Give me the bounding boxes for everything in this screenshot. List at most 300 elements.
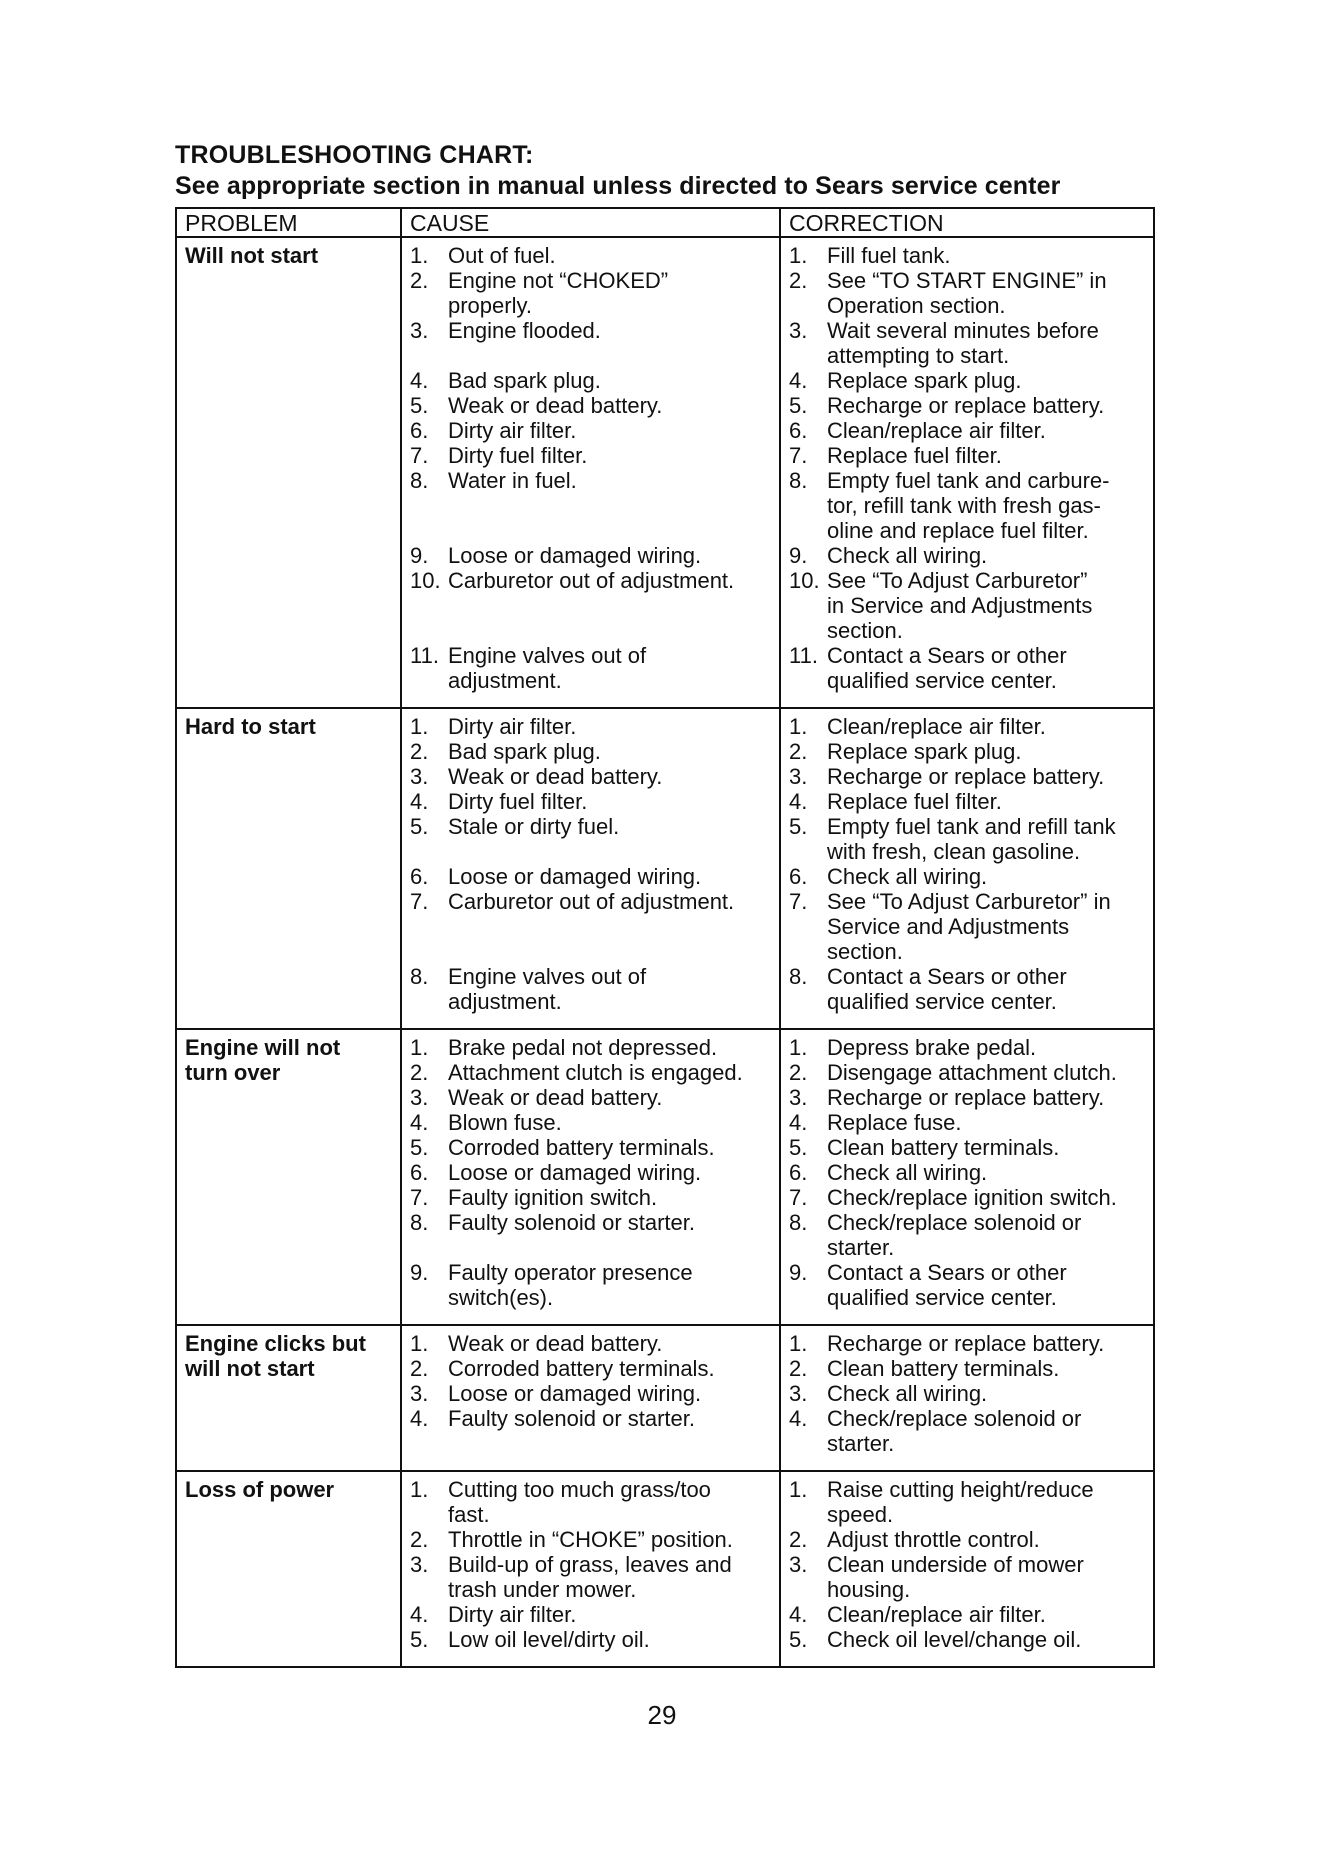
correction-item-number: 8. xyxy=(789,1210,808,1235)
cause-item-text xyxy=(448,543,771,568)
cause-item-text xyxy=(448,1477,771,1527)
correction-item xyxy=(789,1331,1145,1356)
cause-item-number: 8. xyxy=(410,964,429,989)
cause-item-number: 6. xyxy=(410,864,429,889)
cause-item xyxy=(410,1331,771,1356)
cause-item-text xyxy=(448,318,771,368)
cause-text-line: Faulty solenoid or starter. xyxy=(448,1406,696,1431)
cause-text-line: Blown fuse. xyxy=(448,1110,562,1135)
correction-text-line: Check all wiring. xyxy=(827,1381,988,1406)
problem-label: Engine clicks but will not start xyxy=(185,1331,366,1381)
cause-item-number: 9. xyxy=(410,543,429,568)
cause-item-text xyxy=(448,1602,771,1627)
correction-text-line: starter. xyxy=(827,1431,895,1456)
cause-item-number: 3. xyxy=(410,1552,429,1577)
correction-item-number: 1. xyxy=(789,714,808,739)
cause-cell xyxy=(402,1472,781,1666)
cause-item-text xyxy=(448,393,771,418)
correction-item xyxy=(789,889,1145,964)
cause-text-line: Weak or dead battery. xyxy=(448,764,663,789)
cause-text-line: Carburetor out of adjustment. xyxy=(448,568,735,593)
cause-item xyxy=(410,1602,771,1627)
correction-item-number: 3. xyxy=(789,1552,808,1577)
correction-item-number: 5. xyxy=(789,1135,808,1160)
cause-text-line: Carburetor out of adjustment. xyxy=(448,889,735,914)
cause-text-line: Dirty fuel filter. xyxy=(448,789,588,814)
correction-item-number: 4. xyxy=(789,1406,808,1431)
cause-item-text xyxy=(448,1060,771,1085)
cause-item-number: 1. xyxy=(410,1477,429,1502)
correction-item-number: 4. xyxy=(789,368,808,393)
correction-item-number: 3. xyxy=(789,1381,808,1406)
correction-item-text xyxy=(827,864,1145,889)
cause-item-number: 5. xyxy=(410,1627,429,1652)
cause-item-text xyxy=(448,889,771,964)
cause-item xyxy=(410,268,771,318)
problem-cell xyxy=(177,1326,402,1470)
correction-item xyxy=(789,814,1145,864)
correction-item xyxy=(789,1135,1145,1160)
correction-item-number: 11. xyxy=(789,643,818,668)
cause-item xyxy=(410,468,771,543)
cause-text-line: Loose or damaged wiring. xyxy=(448,864,702,889)
cause-item xyxy=(410,1185,771,1210)
cause-item-number: 11. xyxy=(410,643,439,668)
problem-label: Will not start xyxy=(185,243,319,268)
correction-item-number: 3. xyxy=(789,764,808,789)
correction-item xyxy=(789,318,1145,368)
correction-item-text xyxy=(827,1035,1145,1060)
correction-item xyxy=(789,1185,1145,1210)
cause-item-text xyxy=(448,1135,771,1160)
cause-text-line: Corroded battery terminals. xyxy=(448,1356,715,1381)
correction-item-number: 7. xyxy=(789,443,808,468)
cause-item-text xyxy=(448,1406,771,1456)
correction-item-text xyxy=(827,368,1145,393)
cause-cell xyxy=(402,709,781,1028)
cause-cell xyxy=(402,238,781,707)
correction-item-number: 8. xyxy=(789,468,808,493)
cause-item-text xyxy=(448,864,771,889)
cause-item-number: 3. xyxy=(410,318,429,343)
cause-text-line: Engine flooded. xyxy=(448,318,601,343)
cause-item-text xyxy=(448,1331,771,1356)
cause-text-line: Weak or dead battery. xyxy=(448,393,663,418)
cause-item-text xyxy=(448,468,771,543)
cause-item xyxy=(410,1110,771,1135)
correction-item-text xyxy=(827,1406,1145,1456)
cause-text-line: Stale or dirty fuel. xyxy=(448,814,620,839)
correction-item xyxy=(789,443,1145,468)
correction-text-line: Recharge or replace battery. xyxy=(827,764,1105,789)
correction-text-line: Recharge or replace battery. xyxy=(827,1085,1105,1110)
cause-item xyxy=(410,318,771,368)
correction-text-line: qualified service center. xyxy=(827,989,1057,1014)
cause-item-number: 5. xyxy=(410,814,429,839)
correction-item-text xyxy=(827,643,1145,693)
correction-item-number: 7. xyxy=(789,889,808,914)
cause-text-line: adjustment. xyxy=(448,989,562,1014)
correction-item-text xyxy=(827,1060,1145,1085)
table-body xyxy=(177,236,1153,1666)
correction-text-line: Replace fuel filter. xyxy=(827,789,1002,814)
cause-item-number: 8. xyxy=(410,468,429,493)
correction-text-line: oline and replace fuel filter. xyxy=(827,518,1089,543)
correction-item-text xyxy=(827,1210,1145,1260)
correction-text-line: Depress brake pedal. xyxy=(827,1035,1037,1060)
cause-item xyxy=(410,1210,771,1260)
cause-item-text xyxy=(448,1160,771,1185)
chart-title: TROUBLESHOOTING CHART: xyxy=(175,141,534,169)
correction-item-number: 2. xyxy=(789,1527,808,1552)
cause-item-text xyxy=(448,814,771,864)
cause-item xyxy=(410,814,771,864)
problem-cell xyxy=(177,1472,402,1666)
cause-text-line: Dirty air filter. xyxy=(448,1602,577,1627)
correction-text-line: See “To Adjust Carburetor” in xyxy=(827,889,1111,914)
correction-item-number: 8. xyxy=(789,964,808,989)
correction-text-line: Clean/replace air filter. xyxy=(827,1602,1046,1627)
cause-text-line xyxy=(448,593,771,618)
correction-item xyxy=(789,643,1145,693)
correction-item-number: 5. xyxy=(789,814,808,839)
correction-item xyxy=(789,1035,1145,1060)
cause-item-number: 6. xyxy=(410,1160,429,1185)
correction-text-line: Check/replace solenoid or xyxy=(827,1210,1082,1235)
cause-item xyxy=(410,368,771,393)
correction-item-number: 9. xyxy=(789,543,808,568)
correction-item-text xyxy=(827,468,1145,543)
cause-text-line: Corroded battery terminals. xyxy=(448,1135,715,1160)
correction-text-line: Operation section. xyxy=(827,293,1006,318)
correction-item xyxy=(789,1110,1145,1135)
correction-text-line: with fresh, clean gasoline. xyxy=(827,839,1081,864)
correction-item xyxy=(789,1602,1145,1627)
table-row xyxy=(177,236,1153,707)
correction-text-line: section. xyxy=(827,939,903,964)
cause-text-line xyxy=(448,1431,771,1456)
cause-text-line: Faulty ignition switch. xyxy=(448,1185,658,1210)
cause-item-text xyxy=(448,789,771,814)
cause-item-text xyxy=(448,964,771,1014)
correction-item-text xyxy=(827,1381,1145,1406)
cause-item-number: 3. xyxy=(410,1085,429,1110)
cause-item xyxy=(410,1477,771,1527)
cause-item xyxy=(410,964,771,1014)
correction-text-line: starter. xyxy=(827,1235,895,1260)
correction-text-line: Contact a Sears or other xyxy=(827,643,1067,668)
correction-item-number: 1. xyxy=(789,1035,808,1060)
correction-item-text xyxy=(827,1085,1145,1110)
correction-text-line: Wait several minutes before xyxy=(827,318,1099,343)
correction-text-line: Contact a Sears or other xyxy=(827,1260,1067,1285)
cause-item xyxy=(410,889,771,964)
correction-text-line: Replace spark plug. xyxy=(827,368,1022,393)
cause-text-line: Engine valves out of xyxy=(448,643,647,668)
correction-text-line: tor, refill tank with fresh gas- xyxy=(827,493,1101,518)
problem-label: Hard to start xyxy=(185,714,316,739)
problem-label: Loss of power xyxy=(185,1477,335,1502)
cause-item-number: 4. xyxy=(410,789,429,814)
cause-item-number: 5. xyxy=(410,393,429,418)
cause-item xyxy=(410,1381,771,1406)
correction-text-line: speed. xyxy=(827,1502,894,1527)
cause-text-line: Weak or dead battery. xyxy=(448,1331,663,1356)
correction-cell xyxy=(781,238,1153,707)
correction-item xyxy=(789,368,1145,393)
correction-text-line: qualified service center. xyxy=(827,1285,1057,1310)
correction-item xyxy=(789,1085,1145,1110)
cause-text-line: Engine not “CHOKED” xyxy=(448,268,669,293)
cause-text-line xyxy=(448,839,771,864)
cause-item-text xyxy=(448,1110,771,1135)
correction-item xyxy=(789,468,1145,543)
chart-subtitle: See appropriate section in manual unless directed to Sears service center xyxy=(175,172,1061,200)
chart-header xyxy=(175,140,1155,202)
correction-text-line: Fill fuel tank. xyxy=(827,243,951,268)
correction-text-line: Empty fuel tank and refill tank xyxy=(827,814,1116,839)
correction-item xyxy=(789,714,1145,739)
correction-item-text xyxy=(827,243,1145,268)
correction-item xyxy=(789,1477,1145,1527)
cause-item-number: 2. xyxy=(410,268,429,293)
cause-item xyxy=(410,1160,771,1185)
cause-text-line xyxy=(448,1235,771,1260)
correction-item-number: 3. xyxy=(789,318,808,343)
table-row xyxy=(177,707,1153,1028)
correction-item-number: 4. xyxy=(789,1602,808,1627)
correction-item-text xyxy=(827,739,1145,764)
cause-item-number: 5. xyxy=(410,1135,429,1160)
correction-item-text xyxy=(827,1260,1145,1310)
correction-item-text xyxy=(827,1160,1145,1185)
cause-item-number: 9. xyxy=(410,1260,429,1285)
correction-text-line: section. xyxy=(827,618,903,643)
cause-text-line: Brake pedal not depressed. xyxy=(448,1035,718,1060)
cause-text-line: Weak or dead battery. xyxy=(448,1085,663,1110)
cause-item xyxy=(410,739,771,764)
correction-item-text xyxy=(827,964,1145,1014)
cause-item xyxy=(410,1135,771,1160)
cause-text-line: trash under mower. xyxy=(448,1577,637,1602)
cause-item xyxy=(410,714,771,739)
correction-item-text xyxy=(827,268,1145,318)
correction-item xyxy=(789,418,1145,443)
correction-text-line: Service and Adjustments xyxy=(827,914,1070,939)
cause-item-number: 1. xyxy=(410,1331,429,1356)
correction-item-number: 1. xyxy=(789,1331,808,1356)
cause-item-text xyxy=(448,1356,771,1381)
correction-item-number: 4. xyxy=(789,1110,808,1135)
correction-text-line: Clean/replace air filter. xyxy=(827,714,1046,739)
cause-item-text xyxy=(448,714,771,739)
correction-item-number: 2. xyxy=(789,268,808,293)
cause-item-text xyxy=(448,1260,771,1310)
cause-item-number: 1. xyxy=(410,714,429,739)
table-row xyxy=(177,1470,1153,1666)
correction-text-line: Clean/replace air filter. xyxy=(827,418,1046,443)
correction-item xyxy=(789,1160,1145,1185)
cause-item-number: 7. xyxy=(410,889,429,914)
correction-text-line: Disengage attachment clutch. xyxy=(827,1060,1117,1085)
cause-item-text xyxy=(448,1552,771,1602)
correction-item-text xyxy=(827,1627,1145,1652)
correction-item-number: 4. xyxy=(789,789,808,814)
problem-cell xyxy=(177,238,402,707)
cause-item-number: 4. xyxy=(410,1602,429,1627)
correction-cell xyxy=(781,1326,1153,1470)
cause-text-line: Dirty air filter. xyxy=(448,714,577,739)
cause-item xyxy=(410,1260,771,1310)
correction-item-number: 6. xyxy=(789,1160,808,1185)
correction-text-line: Adjust throttle control. xyxy=(827,1527,1040,1552)
correction-text-line: Replace spark plug. xyxy=(827,739,1022,764)
correction-item-number: 6. xyxy=(789,864,808,889)
cause-item-number: 4. xyxy=(410,1406,429,1431)
cause-text-line: switch(es). xyxy=(448,1285,554,1310)
cause-item xyxy=(410,1085,771,1110)
cause-text-line xyxy=(448,493,771,518)
correction-item-number: 9. xyxy=(789,1260,808,1285)
table-row xyxy=(177,1324,1153,1470)
correction-text-line: Contact a Sears or other xyxy=(827,964,1067,989)
correction-item-text xyxy=(827,1477,1145,1527)
correction-item-text xyxy=(827,1527,1145,1552)
correction-text-line: housing. xyxy=(827,1577,911,1602)
cause-item xyxy=(410,764,771,789)
cause-item xyxy=(410,1627,771,1652)
correction-item xyxy=(789,739,1145,764)
cause-item xyxy=(410,789,771,814)
cause-item-text xyxy=(448,268,771,318)
correction-item xyxy=(789,1381,1145,1406)
cause-item-text xyxy=(448,443,771,468)
cause-text-line: Dirty air filter. xyxy=(448,418,577,443)
correction-item-number: 7. xyxy=(789,1185,808,1210)
cause-item-number: 2. xyxy=(410,1356,429,1381)
correction-item-text xyxy=(827,1602,1145,1627)
correction-text-line: Check oil level/change oil. xyxy=(827,1627,1082,1652)
correction-text-line: in Service and Adjustments xyxy=(827,593,1093,618)
cause-item-number: 7. xyxy=(410,1185,429,1210)
cause-item xyxy=(410,393,771,418)
cause-text-line: Engine valves out of xyxy=(448,964,647,989)
correction-item-text xyxy=(827,543,1145,568)
cause-item-text xyxy=(448,1210,771,1260)
correction-item-number: 5. xyxy=(789,393,808,418)
correction-item-text xyxy=(827,764,1145,789)
cause-item-text xyxy=(448,1085,771,1110)
correction-item-text xyxy=(827,714,1145,739)
cause-item xyxy=(410,1356,771,1381)
correction-item xyxy=(789,764,1145,789)
correction-text-line: Clean underside of mower xyxy=(827,1552,1084,1577)
cause-text-line: Cutting too much grass/too xyxy=(448,1477,711,1502)
cause-text-line: adjustment. xyxy=(448,668,562,693)
cause-item-text xyxy=(448,418,771,443)
cause-text-line: Faulty operator presence xyxy=(448,1260,693,1285)
correction-item-number: 1. xyxy=(789,1477,808,1502)
cause-item-text xyxy=(448,643,771,693)
cause-item xyxy=(410,1406,771,1456)
cause-text-line: Water in fuel. xyxy=(448,468,577,493)
correction-item xyxy=(789,543,1145,568)
cause-item-number: 2. xyxy=(410,1060,429,1085)
correction-item-text xyxy=(827,568,1145,643)
cause-text-line xyxy=(448,939,771,964)
correction-text-line: Replace fuse. xyxy=(827,1110,962,1135)
table-header-row xyxy=(177,209,1153,236)
correction-item-number: 2. xyxy=(789,739,808,764)
correction-text-line: Check/replace solenoid or xyxy=(827,1406,1082,1431)
correction-text-line: Empty fuel tank and carbure- xyxy=(827,468,1110,493)
correction-item-text xyxy=(827,443,1145,468)
cause-item xyxy=(410,418,771,443)
troubleshooting-table xyxy=(175,207,1155,1668)
correction-text-line: Recharge or replace battery. xyxy=(827,1331,1105,1356)
cause-item-text xyxy=(448,368,771,393)
correction-text-line: Clean battery terminals. xyxy=(827,1356,1060,1381)
cause-text-line: Attachment clutch is engaged. xyxy=(448,1060,743,1085)
cause-cell xyxy=(402,1326,781,1470)
correction-text-line: Check all wiring. xyxy=(827,543,988,568)
correction-item xyxy=(789,268,1145,318)
correction-text-line: Check all wiring. xyxy=(827,1160,988,1185)
cause-item xyxy=(410,1552,771,1602)
cause-text-line: Throttle in “CHOKE” position. xyxy=(448,1527,733,1552)
cause-item xyxy=(410,643,771,693)
correction-text-line: Clean battery terminals. xyxy=(827,1135,1060,1160)
cause-text-line: Build-up of grass, leaves and xyxy=(448,1552,732,1577)
cause-item xyxy=(410,864,771,889)
cause-text-line xyxy=(448,518,771,543)
correction-item-text xyxy=(827,393,1145,418)
cause-item-text xyxy=(448,739,771,764)
cause-item-number: 6. xyxy=(410,418,429,443)
correction-item xyxy=(789,789,1145,814)
correction-item xyxy=(789,568,1145,643)
correction-item-text xyxy=(827,889,1145,964)
cause-item-text xyxy=(448,1381,771,1406)
cause-item-number: 8. xyxy=(410,1210,429,1235)
correction-item-text xyxy=(827,1552,1145,1602)
cause-text-line: Loose or damaged wiring. xyxy=(448,1381,702,1406)
cause-text-line: Loose or damaged wiring. xyxy=(448,543,702,568)
correction-item-number: 3. xyxy=(789,1085,808,1110)
cause-item-number: 3. xyxy=(410,764,429,789)
cause-item xyxy=(410,568,771,643)
correction-item-number: 6. xyxy=(789,418,808,443)
correction-text-line: Check all wiring. xyxy=(827,864,988,889)
cause-text-line xyxy=(448,914,771,939)
cause-item-number: 4. xyxy=(410,1110,429,1135)
cause-item xyxy=(410,1060,771,1085)
table-row xyxy=(177,1028,1153,1324)
cause-item xyxy=(410,243,771,268)
cause-cell xyxy=(402,1030,781,1324)
correction-item xyxy=(789,1356,1145,1381)
cause-item-text xyxy=(448,1035,771,1060)
problem-label: Engine will not turn over xyxy=(185,1035,341,1085)
cause-text-line: Dirty fuel filter. xyxy=(448,443,588,468)
cause-text-line xyxy=(448,618,771,643)
cause-item-text xyxy=(448,1185,771,1210)
correction-item-text xyxy=(827,418,1145,443)
cause-item-number: 2. xyxy=(410,1527,429,1552)
cause-item xyxy=(410,443,771,468)
correction-item-text xyxy=(827,814,1145,864)
column-header-correction: CORRECTION xyxy=(789,210,944,236)
